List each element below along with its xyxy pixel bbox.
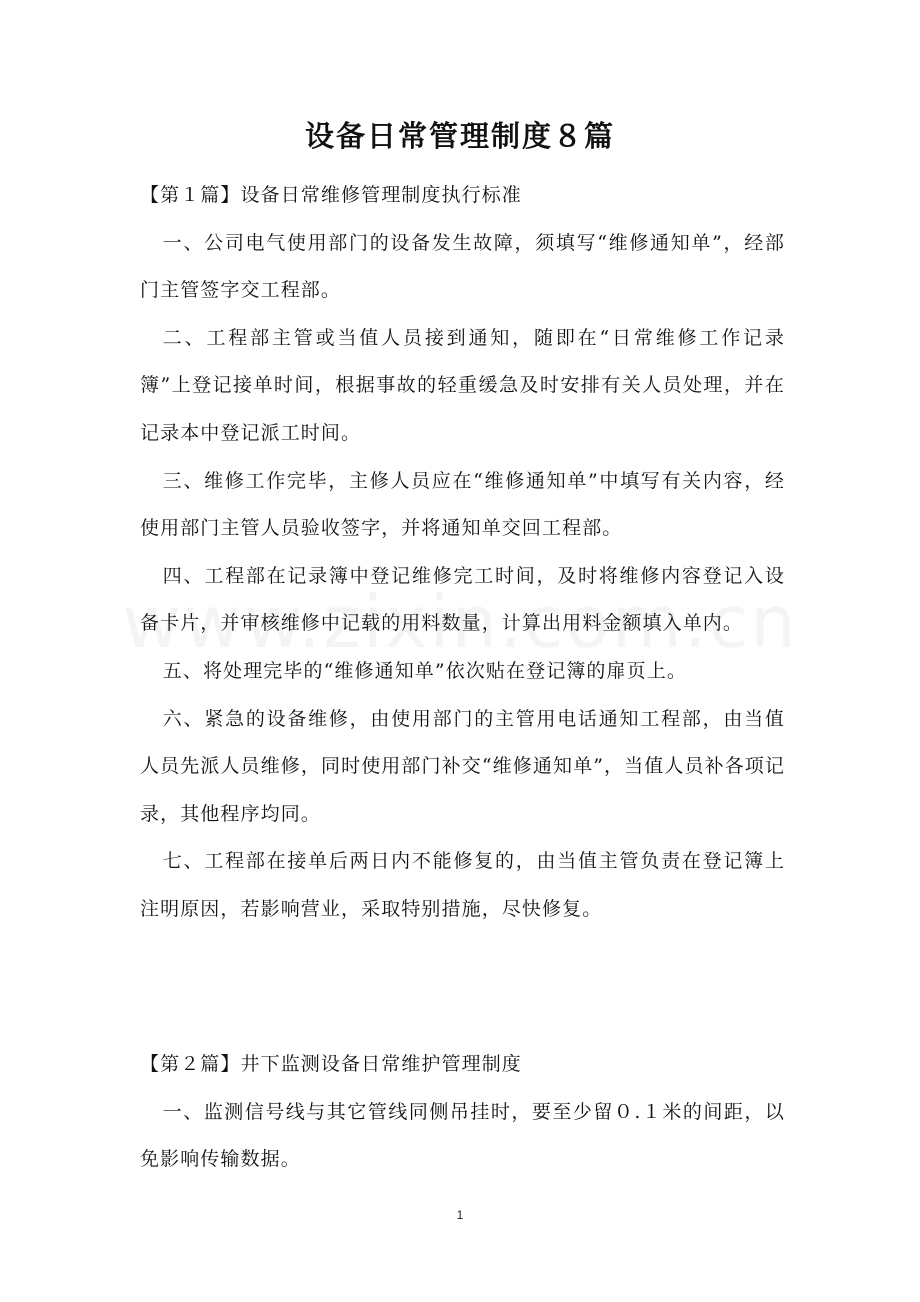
paragraph: 二、工程部主管或当值人员接到通知，随即在“日常维修工作记录簿”上登记接单时间，根据事故的轻重缓急及时安排有关人员处理，并在记录本中登记派工时间。 [140,326,785,444]
section-2 [140,1041,785,1184]
paragraph: 四、工程部在记录簿中登记维修完工时间，及时将维修内容登记入设备卡片，并审核维修中记载的用料数量，计算出用料金额填入单内。 [140,564,785,635]
paragraph: 六、紧急的设备维修，由使用部门的主管用电话通知工程部，由当值人员先派人员维修，同时使用部门补交“维修通知单”，当值人员补各项记录，其他程序均同。 [140,707,785,825]
paragraph: 一、监测信号线与其它管线同侧吊挂时，要至少留０.１米的间距，以免影响传输数据。 [140,1100,785,1171]
document-title: 设备日常管理制度８篇 [304,119,615,153]
page-number: 1 [456,1208,464,1222]
section-heading: 【第１篇】设备日常维修管理制度执行标准 [140,184,522,206]
paragraph: 七、工程部在接单后两日内不能修复的，由当值主管负责在登记簿上注明原因，若影响营业，采取特别措施，尽快修复。 [140,850,785,920]
paragraph: 三、维修工作完毕，主修人员应在“维修通知单”中填写有关内容，经使用部门主管人员验收签字，并将通知单交回工程部。 [140,469,785,540]
paragraph: 一、公司电气使用部门的设备发生故障，须填写“维修通知单”，经部门主管签字交工程部。 [140,231,785,302]
paragraph: 五、将处理完毕的“维修通知单”依次贴在登记簿的扉页上。 [162,659,687,682]
section-heading: 【第２篇】井下监测设备日常维护管理制度 [140,1053,522,1075]
section-1 [140,172,785,934]
